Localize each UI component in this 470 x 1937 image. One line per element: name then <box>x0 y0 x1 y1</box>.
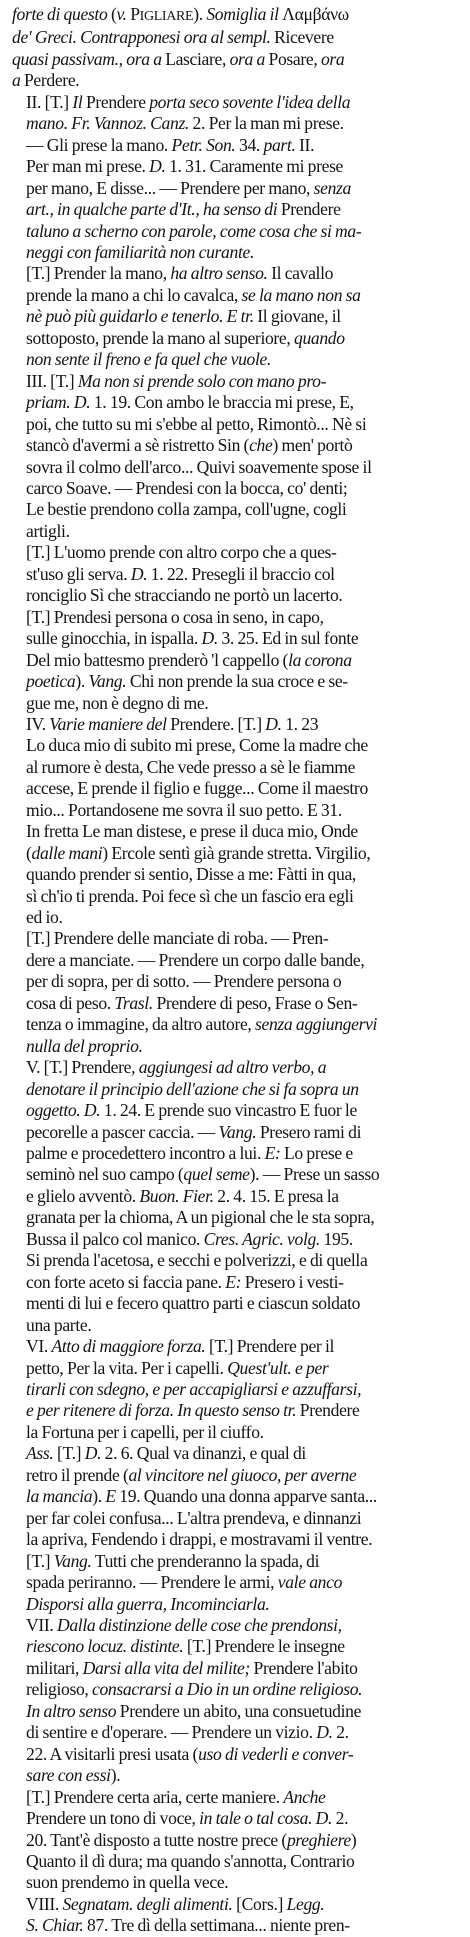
text-line: oggetto. D. 1. 24. E prende suo vincastro E fuor le <box>26 1100 357 1121</box>
text-line: In altro senso Prendere un abito, una consuetudine <box>26 1700 362 1721</box>
text-line: riescono locuz. distinte. [T.] Prendere le insegne <box>26 1636 345 1657</box>
text-line: la apriva, Fendendo i drappi, e mostravami il ventre. <box>26 1529 373 1550</box>
text-line: poi, che tutto su mi s'ebbe al petto, Rimontò... Nè si <box>26 413 367 434</box>
text-line: non sente il freno e fa quel che vuole. <box>26 349 272 370</box>
text-line: seminò nel suo campo (quel seme). — Prese un sasso <box>26 1164 380 1185</box>
entry-paragraph <box>12 1787 460 1894</box>
text-line: 20. Tant'è disposto a tutte nostre prece (preghiere) <box>26 1829 357 1850</box>
text-line: [T.] Prender la mano, ha altro senso. Il cavallo <box>26 263 334 284</box>
text-line: — Gli prese la mano. Petr. Son. 34. part. II. <box>26 134 315 155</box>
text-line: II. [T.] Il Prendere porta seco sovente l'idea della <box>26 91 351 112</box>
text-line: petto, Per la vita. Per i capelli. Quest'ult. e per <box>26 1357 329 1378</box>
text-line: nè può più guidarlo e tenerlo. E tr. Il giovane, il <box>26 306 341 327</box>
text-line: [T.] L'uomo prende con altro corpo che a ques- <box>26 542 337 563</box>
entry-paragraph <box>12 1615 460 1787</box>
text-line: suon prendemo in quella vece. <box>26 1872 229 1893</box>
text-line: art., in qualche parte d'It., ha senso di Prendere <box>26 199 341 220</box>
text-line: priam. D. 1. 19. Con ambo le braccia mi prese, E, <box>26 392 354 413</box>
text-line: neggi con familiarità non curante. <box>26 241 254 262</box>
text-line: artigli. <box>26 520 70 541</box>
text-line: V. [T.] Prendere, aggiungesi ad altro verbo, a <box>26 1057 327 1078</box>
text-line: spada periranno. — Prendere le armi, vale anco <box>26 1572 343 1593</box>
text-line: tenza o immagine, da altro autore, senza aggiungervi <box>26 1014 378 1035</box>
text-line: una parte. <box>26 1314 92 1335</box>
text-line: sì ch'io ti prenda. Poi fece sì che un fascio era egli <box>26 885 354 906</box>
text-line: e per ritenere di forza. In questo senso tr. Prendere <box>26 1400 360 1421</box>
text-line: poetica). Vang. Chi non prende la sua croce e se- <box>26 671 348 692</box>
text-line: religioso, consacrarsi a Dio in un ordine religioso. <box>26 1679 363 1700</box>
entry-paragraph <box>12 1336 460 1443</box>
text-line: cosa di peso. Trasl. Prendere di peso, Frase o Sen- <box>26 992 358 1013</box>
text-line: 22. A visitarli presi usata (uso di vederli e conver- <box>26 1743 354 1764</box>
text-line: sottoposto, prende la mano al superiore, quando <box>26 327 345 348</box>
text-line: per mano, E disse... — Prendere per mano, senza <box>26 177 351 198</box>
text-line: palme e procedettero incontro a lui. E: Lo prese e <box>26 1143 353 1164</box>
entry-paragraph <box>12 1057 460 1336</box>
text-line: menti di lui e fecero quattro parti e ciascun soldato <box>26 1293 361 1314</box>
text-line: forte di questo (v. PIGLIARE). Somiglia il Λαμβάνω <box>12 4 349 24</box>
text-line: prende la mano a chi lo cavalca, se la mano non sa <box>26 284 361 305</box>
text-line: gue me, non è degno di me. <box>26 692 209 713</box>
text-line: con forte aceto si faccia pane. E: Presero i vesti- <box>26 1271 344 1292</box>
text-line: [T.] Vang. Tutti che prenderanno la spada, di <box>26 1550 320 1571</box>
text-line: sulle ginocchia, in ispalla. D. 3. 25. Ed in sul fonte <box>26 628 359 649</box>
text-line: st'uso gli serva. D. 1. 22. Presegli il braccio col <box>26 563 335 584</box>
text-line: per far colei confusa... L'altra prendeva, e dinnanzi <box>26 1507 362 1528</box>
text-line: la Fortuna per i capelli, per il ciuffo. <box>26 1421 264 1442</box>
text-line: In fretta Le man distese, e prese il duca mio, Onde <box>26 821 358 842</box>
text-line: sovra il colmo dell'arco... Quivi soavemente spose il <box>26 456 372 477</box>
entry-paragraph <box>12 371 460 543</box>
entry-paragraph <box>12 4 460 92</box>
text-line: stancò d'avermi a sè ristretto Sin (che) men' portò <box>26 435 353 456</box>
text-line: la mancia). E 19. Quando una donna apparve santa... <box>26 1486 377 1507</box>
text-line: Disporsi alla guerra, Incominciarla. <box>26 1593 270 1614</box>
text-line: retro il prende (al vincitore nel giuoco, per averne <box>26 1464 357 1485</box>
text-line: Le bestie prendono colla zampa, coll'ugne, cogli <box>26 499 347 520</box>
text-line: pecorelle a pascer caccia. — Vang. Presero rami di <box>26 1121 362 1142</box>
text-line: [T.] Prendere delle manciate di roba. — Pren- <box>26 928 329 949</box>
entry-paragraph <box>12 92 460 264</box>
text-line: VII. Dalla distinzione delle cose che prendonsi, <box>26 1614 342 1635</box>
text-line: dere a manciate. — Prendere un corpo dalle bande, <box>26 949 365 970</box>
text-line: granata per la chioma, A un pigional che le sta sopra, <box>26 1207 375 1228</box>
text-line: denotare il principio dell'azione che si fa sopra un <box>26 1078 359 1099</box>
text-line: carco Soave. — Prendesi con la bocca, co' denti; <box>26 477 348 498</box>
text-line: (dalle mani) Ercole sentì già grande stretta. Virgilio, <box>26 842 371 863</box>
text-line: de' Greci. Contrapponesi ora al sempl. Ricevere <box>12 27 334 48</box>
entry-paragraph <box>12 1551 460 1615</box>
text-line: IV. Varie maniere del Prendere. [T.] D. 1. 23 <box>26 713 319 734</box>
text-line: Prendere un tono di voce, in tale o tal cosa. D. 2. <box>26 1808 349 1829</box>
text-line: e glielo avventò. Buon. Fier. 2. 4. 15. E presa la <box>26 1185 339 1206</box>
text-line: S. Chiar. 87. Tre dì della settimana... niente pren- <box>26 1915 350 1936</box>
text-line: mio... Portandosene me sovra il suo petto. E 31. <box>26 799 342 820</box>
text-line: Lo duca mio di subito mi prese, Come la madre che <box>26 735 368 756</box>
text-line: taluno a scherno con parole, come cosa che si ma- <box>26 220 362 241</box>
text-line: VI. Atto di maggiore forza. [T.] Prendere per il <box>26 1336 335 1357</box>
text-line: mano. Fr. Vannoz. Canz. 2. Per la man mi prese. <box>26 113 344 134</box>
text-line: al rumore è desta, Che vede presso a sè le fiamme <box>26 756 356 777</box>
text-line: III. [T.] Ma non si prende solo con mano pro- <box>26 370 327 391</box>
text-line: militari, Darsi alla vita del milite; Prendere l'abito <box>26 1657 358 1678</box>
entry-paragraph <box>12 714 460 929</box>
text-line: a Perdere. <box>12 70 80 91</box>
text-line: sare con essi). <box>26 1765 121 1786</box>
text-line: quando prender si sentio, Disse a me: Fàtti in qua, <box>26 864 356 885</box>
entry-paragraph <box>12 542 460 606</box>
text-line: ronciglio Sì che stracciando ne portò un lacerto. <box>26 585 343 606</box>
entry-paragraph <box>12 1894 460 1937</box>
entry-paragraph <box>12 1443 460 1550</box>
text-line: di sentire e d'operare. — Prendere un vizio. D. 2. <box>26 1722 349 1743</box>
text-line: VIII. Segnatam. degli alimenti. [Cors.] Legg. <box>26 1893 325 1914</box>
text-line: quasi passivam., ora a Lasciare, ora a Posare, ora <box>12 48 345 69</box>
entry-paragraph <box>12 263 460 370</box>
text-line: [T.] Prendesi persona o cosa in seno, in capo, <box>26 606 324 627</box>
text-line: ed io. <box>26 907 63 928</box>
text-line: Ass. [T.] D. 2. 6. Qual va dinanzi, e qual di <box>26 1443 306 1464</box>
text-line: Quanto il dì dura; ma quando s'annotta, Contrario <box>26 1850 355 1871</box>
text-line: tirarli con sdegno, e per accapigliarsi e azzuffarsi, <box>26 1379 362 1399</box>
entry-paragraph <box>12 607 460 714</box>
text-line: Bussa il palco col manico. Cres. Agric. volg. 195. <box>26 1228 353 1249</box>
text-line: per di sopra, per di sotto. — Prendere persona o <box>26 971 342 992</box>
text-line: Per man mi prese. D. 1. 31. Caramente mi prese <box>26 156 344 177</box>
entry-paragraph <box>12 928 460 1057</box>
text-line: Del mio battesmo prenderò 'l cappello (la corona <box>26 649 352 670</box>
text-line: Si prenda l'acetosa, e secchi e polverizzi, e di quella <box>26 1250 368 1271</box>
text-line: accese, E prende il figlio e fugge... Come il maestro <box>26 778 368 799</box>
text-line: [T.] Prendere certa aria, certe maniere. Anche <box>26 1786 326 1807</box>
text-line: nulla del proprio. <box>26 1035 143 1056</box>
